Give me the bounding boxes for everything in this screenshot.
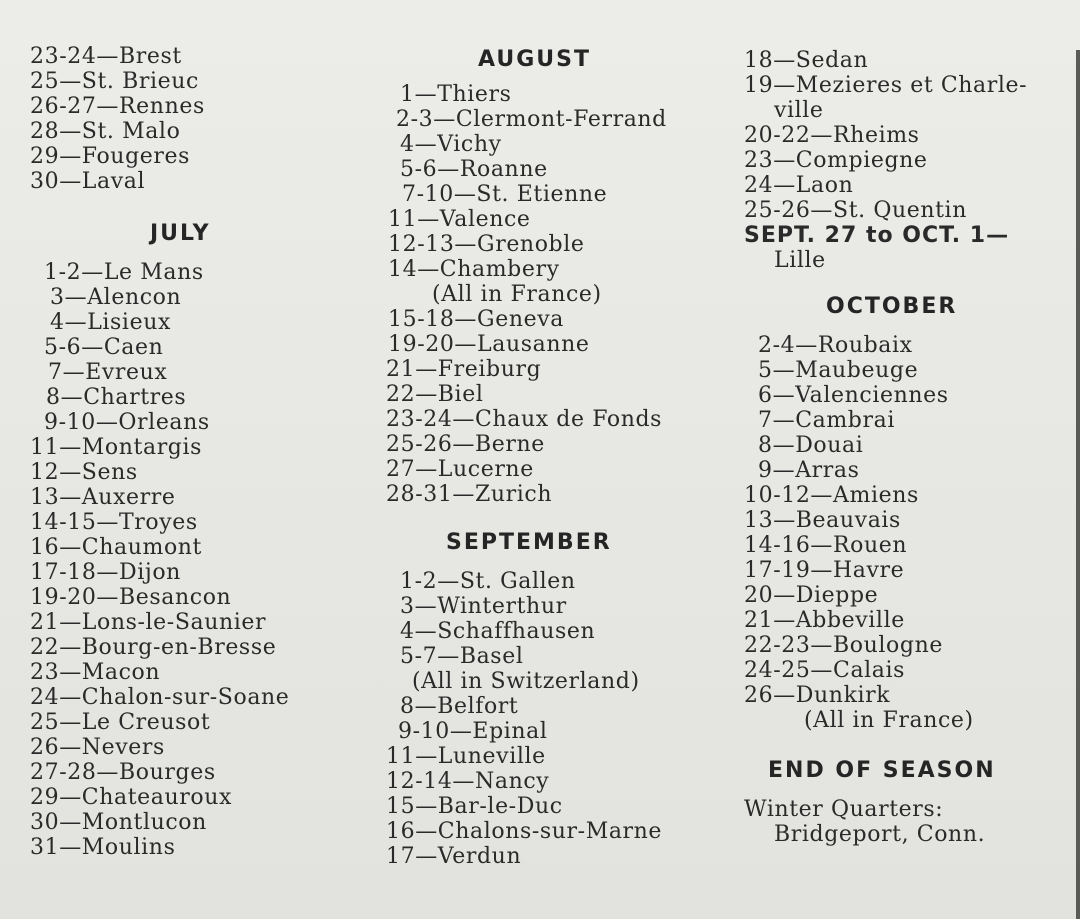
- column-1: [30, 44, 360, 860]
- list-item: 11—Montargis: [30, 435, 203, 460]
- list-item: 29—Chateauroux: [30, 785, 232, 810]
- list-item: 25-26—Berne: [386, 432, 545, 457]
- list-item: 21—Freiburg: [386, 357, 542, 382]
- list-item: 5-7—Basel: [400, 644, 524, 669]
- list-item: 8—Chartres: [46, 385, 187, 410]
- list-item: 19-20—Besancon: [30, 585, 232, 610]
- column-2: [386, 44, 726, 869]
- list-item: 4—Schaffhausen: [400, 619, 596, 644]
- list-item: 25—St. Brieuc: [30, 69, 199, 94]
- list-item: ville: [774, 98, 824, 123]
- list-item: 1—Thiers: [400, 82, 512, 107]
- list-item: 17-19—Havre: [744, 558, 905, 583]
- list-item: 1-2—St. Gallen: [400, 569, 576, 594]
- list-item: 6—Valenciennes: [758, 383, 949, 408]
- list-item: 30—Laval: [30, 169, 146, 194]
- list-item: 12-13—Grenoble: [388, 232, 585, 257]
- list-item: 3—Winterthur: [400, 594, 567, 619]
- list-item: 5-6—Caen: [44, 335, 164, 360]
- list-item: 9-10—Epinal: [398, 719, 548, 744]
- list-item: 14—Chambery: [388, 257, 560, 282]
- list-item: 12—Sens: [30, 460, 138, 485]
- list-item: 30—Montlucon: [30, 810, 207, 835]
- list-item: (All in France): [804, 708, 974, 733]
- list-item: 16—Chaumont: [30, 535, 202, 560]
- list-item: 28-31—Zurich: [386, 482, 553, 507]
- list-item: 17-18—Dijon: [30, 560, 181, 585]
- list-item: 4—Lisieux: [50, 310, 171, 335]
- list-item: 17—Verdun: [386, 844, 522, 869]
- list-item: 23—Macon: [30, 660, 161, 685]
- list-item: 27-28—Bourges: [30, 760, 216, 785]
- list-item: 12-14—Nancy: [386, 769, 550, 794]
- september-list: [386, 569, 726, 869]
- winter-quarters-label: Winter Quarters:: [744, 797, 944, 822]
- list-item: 28—St. Malo: [30, 119, 181, 144]
- august-heading: AUGUST: [478, 47, 591, 72]
- list-item: 23-24—Brest: [30, 44, 182, 69]
- list-item: 26-27—Rennes: [30, 94, 205, 119]
- list-item: 15-18—Geneva: [388, 307, 564, 332]
- list-item: 19-20—Lausanne: [388, 332, 590, 357]
- list-item: 8—Belfort: [400, 694, 519, 719]
- july-heading: JULY: [150, 221, 211, 246]
- list-item: 20—Dieppe: [744, 583, 879, 608]
- list-item: 7—Evreux: [48, 360, 168, 385]
- list-item: 11—Luneville: [386, 744, 546, 769]
- list-item: 20-22—Rheims: [744, 123, 920, 148]
- list-item: 8—Douai: [758, 433, 864, 458]
- list-item: 22—Bourg-en-Bresse: [30, 635, 277, 660]
- list-item: 3—Alencon: [50, 285, 182, 310]
- list-item: 19—Mezieres et Charle-: [744, 73, 1028, 98]
- list-item: 13—Auxerre: [30, 485, 176, 510]
- list-item: 9-10—Orleans: [44, 410, 210, 435]
- list-item: 21—Lons-le-Saunier: [30, 610, 267, 635]
- list-item: 23-24—Chaux de Fonds: [386, 407, 663, 432]
- september-heading: SEPTEMBER: [446, 530, 612, 555]
- sept-oct-dates: SEPT. 27 to OCT. 1—: [744, 223, 1010, 248]
- column-3: [744, 44, 1074, 847]
- july-list: [30, 260, 360, 860]
- end-of-season-heading: END OF SEASON: [768, 758, 996, 783]
- list-item: 15—Bar-le-Duc: [386, 794, 563, 819]
- list-item: 13—Beauvais: [744, 508, 901, 533]
- winter-quarters-place: Bridgeport, Conn.: [774, 822, 986, 847]
- list-item: 10-12—Amiens: [744, 483, 919, 508]
- list-item: 14-16—Rouen: [744, 533, 908, 558]
- list-item: 1-2—Le Mans: [44, 260, 204, 285]
- list-item: 26—Nevers: [30, 735, 165, 760]
- list-item: 24—Laon: [744, 173, 854, 198]
- list-item: 29—Fougeres: [30, 144, 190, 169]
- list-item: (All in Switzerland): [412, 669, 640, 694]
- list-item: 25-26—St. Quentin: [744, 198, 967, 223]
- list-item: 11—Valence: [388, 207, 531, 232]
- list-item: 24-25—Calais: [744, 658, 906, 683]
- list-item: 27—Lucerne: [386, 457, 534, 482]
- september-cont-list: [744, 48, 1074, 273]
- list-item: 22-23—Boulogne: [744, 633, 943, 658]
- list-item: 2-4—Roubaix: [758, 333, 913, 358]
- list-item: 4—Vichy: [400, 132, 502, 157]
- june-list: [30, 44, 360, 194]
- list-item: 22—Biel: [386, 382, 484, 407]
- list-item: 2-3—Clermont-Ferrand: [396, 107, 667, 132]
- list-item: 24—Chalon-sur-Soane: [30, 685, 290, 710]
- list-item: 26—Dunkirk: [744, 683, 891, 708]
- list-item: 14-15—Troyes: [30, 510, 198, 535]
- list-item: 21—Abbeville: [744, 608, 905, 633]
- october-list: [744, 333, 1074, 733]
- page-edge: [1076, 50, 1080, 919]
- list-item: 7—Cambrai: [758, 408, 895, 433]
- list-item: 23—Compiegne: [744, 148, 928, 173]
- october-heading: OCTOBER: [826, 294, 958, 319]
- list-item: 25—Le Creusot: [30, 710, 211, 735]
- list-item: (All in France): [432, 282, 602, 307]
- sept-oct-city: Lille: [774, 248, 826, 273]
- list-item: 9—Arras: [758, 458, 860, 483]
- list-item: 5—Maubeuge: [758, 358, 919, 383]
- list-item: 5-6—Roanne: [400, 157, 548, 182]
- list-item: 16—Chalons-sur-Marne: [386, 819, 663, 844]
- list-item: 18—Sedan: [744, 48, 869, 73]
- list-item: 7-10—St. Etienne: [402, 182, 608, 207]
- august-list: [386, 82, 726, 507]
- list-item: 31—Moulins: [30, 835, 176, 860]
